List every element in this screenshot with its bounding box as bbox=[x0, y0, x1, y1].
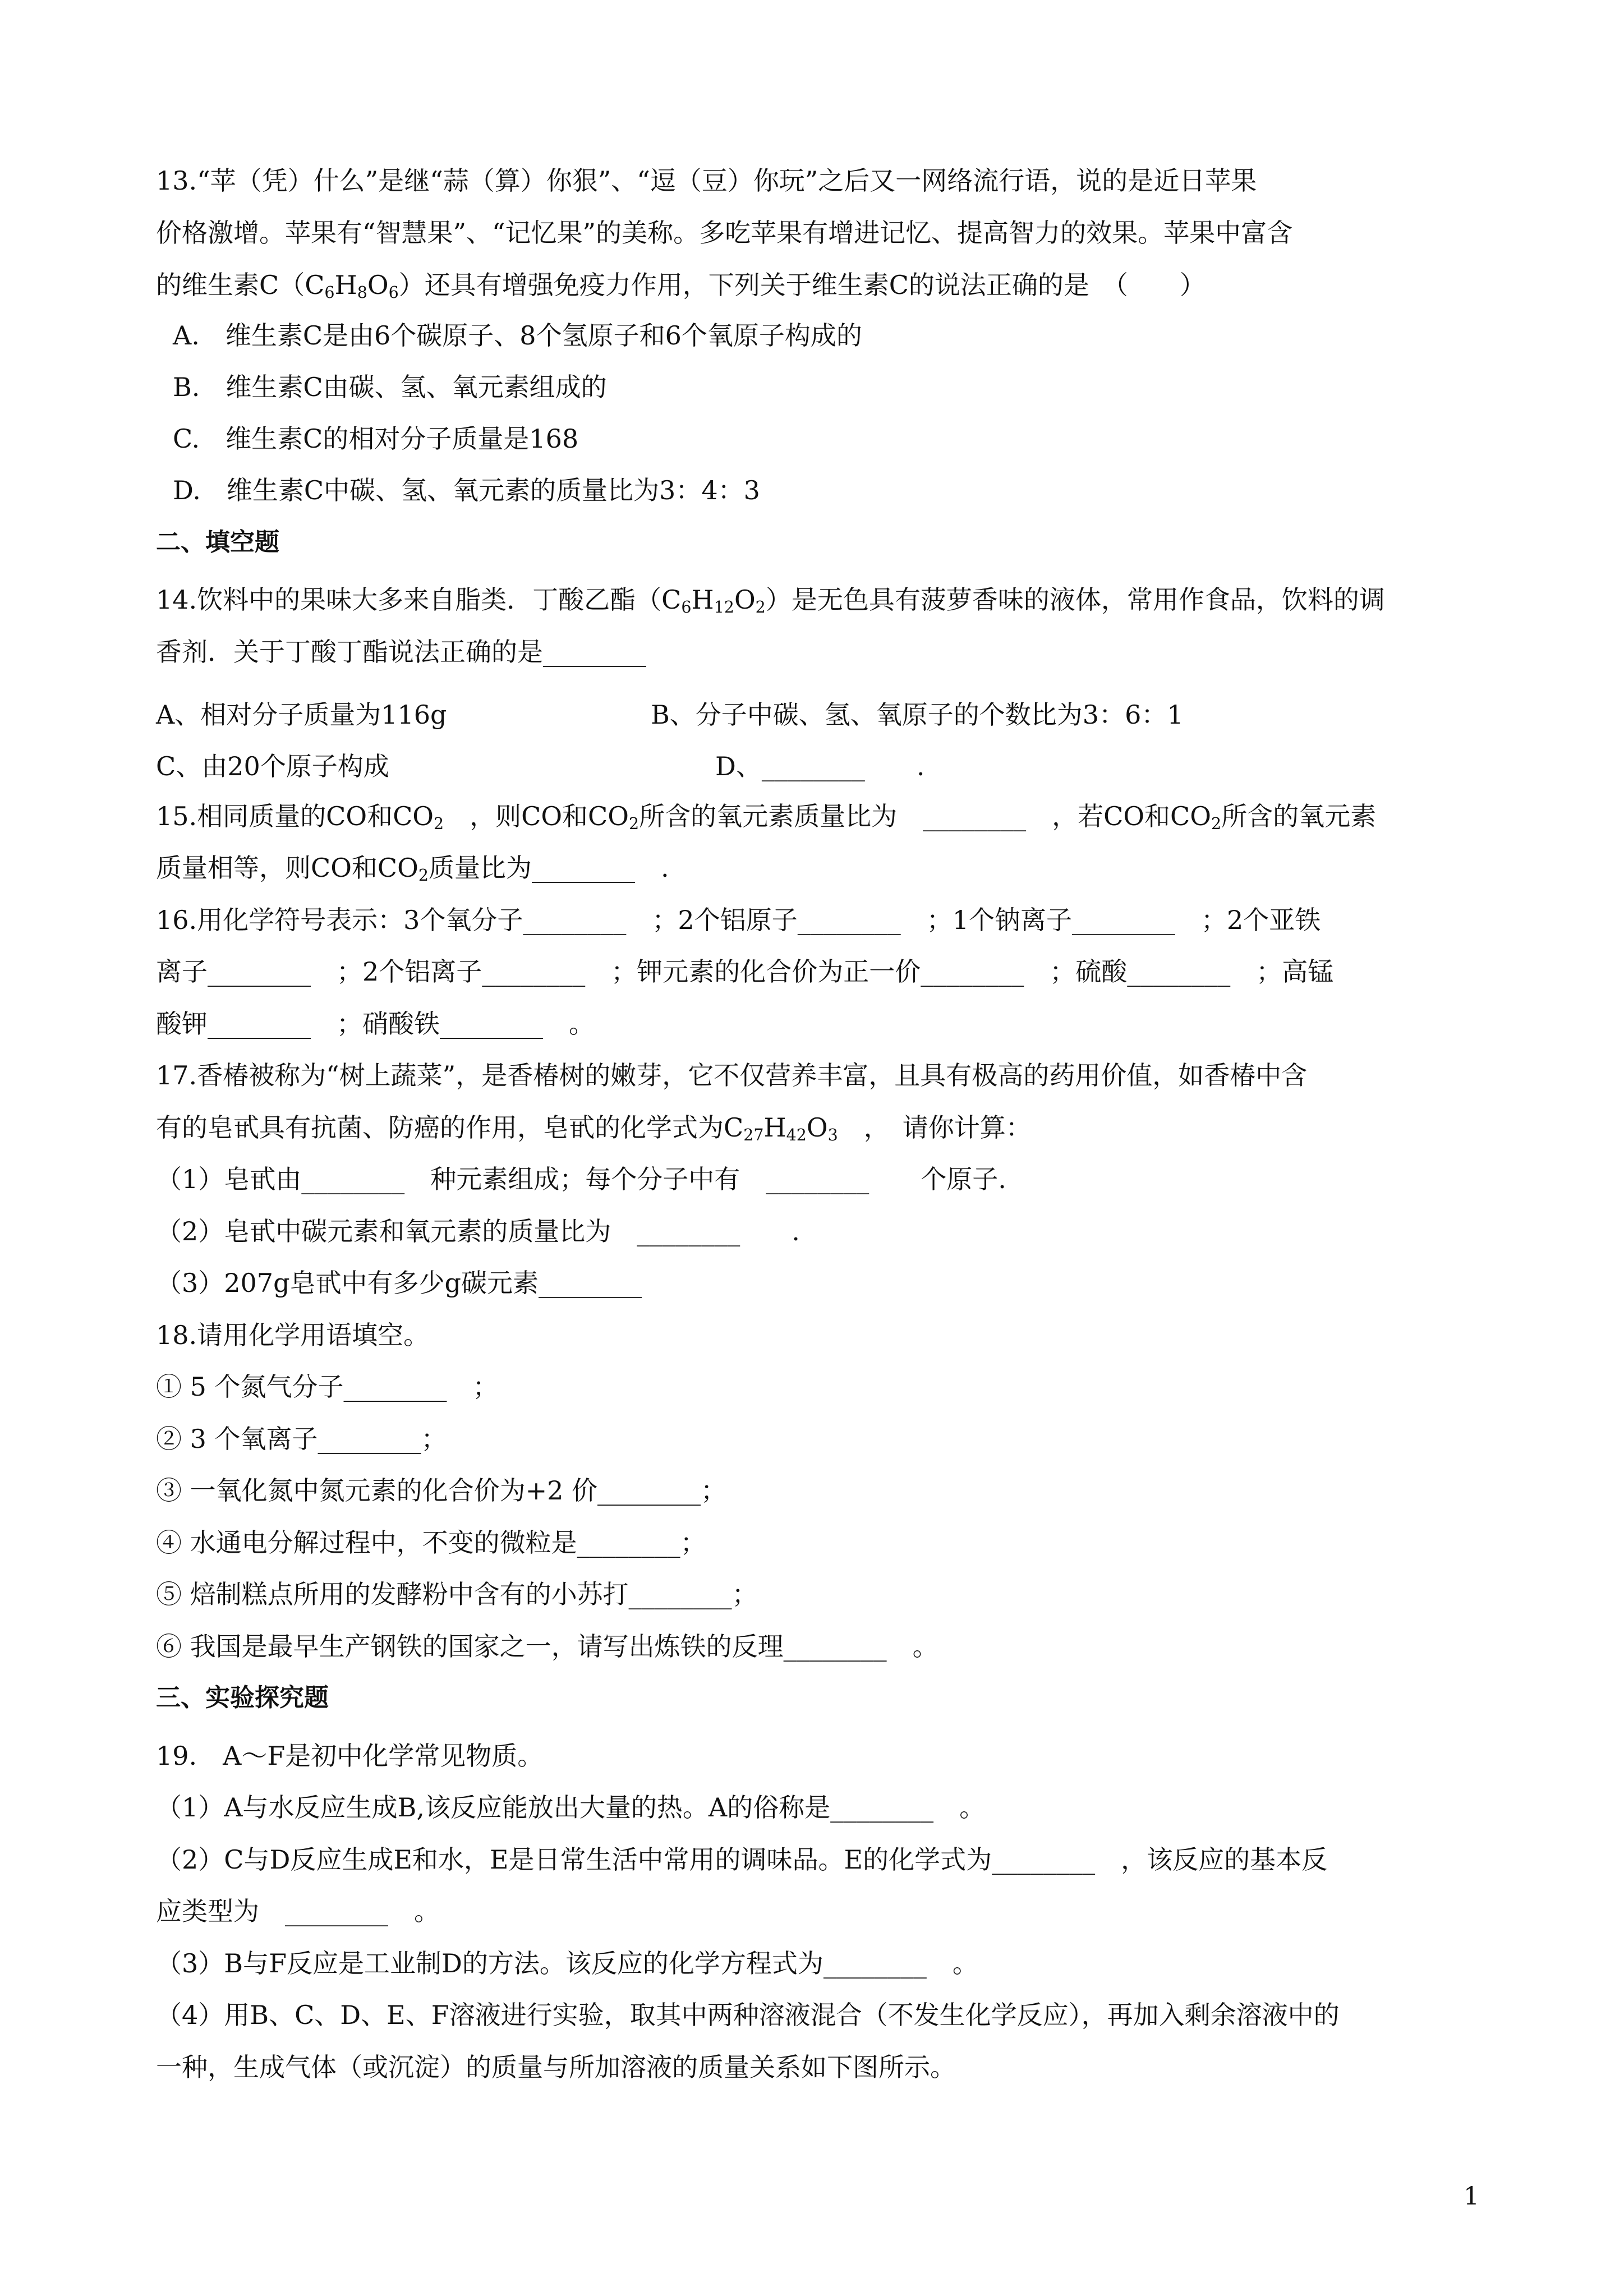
q13-line-2: 价格激增。苹果有“智慧果”、“记忆果”的美称。多吃苹果有增进记忆、提高智力的效果。苹果中富含 bbox=[156, 218, 1293, 248]
q19-part-4-line-1: （4）用B、C、D、E、F溶液进行实验，取其中两种溶液混合（不发生化学反应），再加入剩余溶液中的 bbox=[156, 2000, 1340, 2030]
q16-line-2: 离子________ ；2个铝离子________ ；钾元素的化合价为正一价________ ；硫酸________ ；高锰 bbox=[156, 956, 1334, 987]
q18-item-1: ① 5 个氮气分子________ ； bbox=[156, 1372, 499, 1402]
q19-part-2-line-2: 应类型为 ________ 。 bbox=[156, 1896, 440, 1926]
q14-line-2: 香剂．关于丁酸丁酯说法正确的是________ bbox=[156, 637, 646, 667]
q14-line-1: 14.饮料中的果味大多来自脂类．丁酸乙酯$(C_6H_{12}O_2)$是无色具有菠萝香味的液体，常用作食品，饮料的调 bbox=[156, 585, 1385, 617]
section-heading-fill-in: 二、填空题 bbox=[156, 528, 279, 556]
q19-part-3: （3）B与F反应是工业制D的方法。该反应的化学方程式为________ 。 bbox=[156, 1948, 978, 1978]
q14-option-a: A、相对分子质量为116g bbox=[156, 700, 447, 730]
q13-option-b: B. 维生素C由碳、氢、氧元素组成的 bbox=[173, 372, 607, 402]
q17-part-1: （1）皂甙由________ 种元素组成；每个分子中有 ________ 个原子. bbox=[156, 1164, 1006, 1194]
q16-line-1: 16.用化学符号表示：3个氧分子________ ；2个铝原子________ ；1个钠离子________ ；2个亚铁 bbox=[156, 905, 1321, 935]
page-number: 1 bbox=[1464, 2182, 1479, 2211]
q14-option-c: C、由20个原子构成 bbox=[156, 751, 389, 781]
q19-intro: 19. A～F是初中化学常见物质。 bbox=[156, 1741, 544, 1771]
q17-part-3: （3）207g皂甙中有多少g碳元素________ bbox=[156, 1268, 642, 1298]
q19-part-2-line-1: （2）C与D反应生成E和水，E是日常生活中常用的调味品。E的化学式为________ ，该反应的基本反 bbox=[156, 1844, 1328, 1875]
q14-option-b: B、分子中碳、氢、氧原子的个数比为3：6：1 bbox=[651, 700, 1184, 730]
q13-option-d: D. 维生素C中碳、氢、氧元素的质量比为3：4：3 bbox=[173, 475, 760, 505]
q13-option-c: C. 维生素C的相对分子质量是168 bbox=[173, 424, 579, 454]
q13-option-a: A. 维生素C是由6个碳原子、8个氢原子和6个氧原子构成的 bbox=[173, 320, 862, 351]
q13-line-3: 的维生素$C(C_6H_8O_6)$还具有增强免疫力作用，下列关于维生素C的说法正确的是 （ ） bbox=[156, 270, 1206, 302]
q17-line-1: 17.香椿被称为“树上蔬菜”，是香椿树的嫩芽，它不仅营养丰富，且具有极高的药用价值，如香椿中含 bbox=[156, 1060, 1308, 1091]
q19-part-4-line-2: 一种，生成气体（或沉淀）的质量与所加溶液的质量关系如下图所示。 bbox=[156, 2052, 956, 2082]
q17-line-2: 有的皂甙具有抗菌、防癌的作用，皂甙的化学式为$C_{27}H_{42}O_3$ ， 请你计算： bbox=[156, 1112, 1032, 1145]
section-heading-experiment: 三、实验探究题 bbox=[156, 1683, 329, 1712]
q18-item-2: ② 3 个氧离子________； bbox=[156, 1424, 447, 1454]
q17-part-2: （2）皂甙中碳元素和氧元素的质量比为 ________ . bbox=[156, 1216, 800, 1246]
q15-line-1: 15.相同质量的CO和$CO_2$ ，则CO和$CO_2$所含的氧元素质量比为 ________ ，若CO和$CO_2$所含的氧元素 bbox=[156, 801, 1377, 834]
q13-line-1: 13.“苹（凭）什么”是继“蒜（算）你狠”、“逗（豆）你玩”之后又一网络流行语，说的是近日苹果 bbox=[156, 165, 1257, 196]
q18-item-4: ④ 水通电分解过程中，不变的微粒是________； bbox=[156, 1527, 706, 1558]
q16-line-3: 酸钾________ ；硝酸铁________ 。 bbox=[156, 1009, 595, 1039]
q15-line-2: 质量相等，则CO和$CO_2$质量比为________ . bbox=[156, 853, 669, 885]
q19-part-1: （1）A与水反应生成B,该反应能放出大量的热。A的俗称是________ 。 bbox=[156, 1792, 986, 1823]
q18-intro: 18.请用化学用语填空。 bbox=[156, 1320, 430, 1350]
q14-option-d: D、________ . bbox=[715, 751, 925, 781]
q18-item-5: ⑤ 焙制糕点所用的发酵粉中含有的小苏打________； bbox=[156, 1579, 758, 1609]
q18-item-6: ⑥ 我国是最早生产钢铁的国家之一，请写出炼铁的反理________ 。 bbox=[156, 1631, 938, 1662]
q18-item-3: ③ 一氧化氮中氮元素的化合价为+2 价________； bbox=[156, 1475, 727, 1506]
